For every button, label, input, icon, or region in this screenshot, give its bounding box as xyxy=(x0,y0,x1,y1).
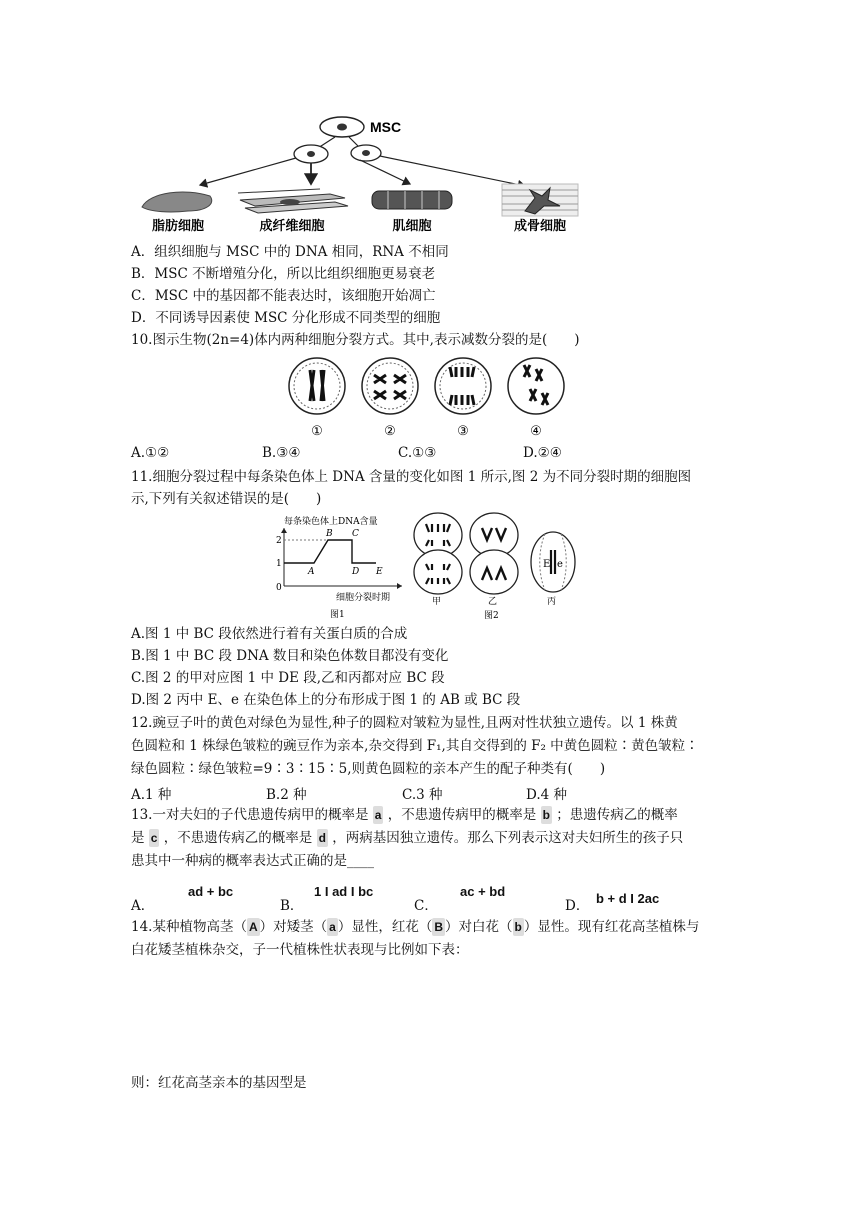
q10-option-c: C.①③ xyxy=(398,445,437,461)
q11-stem-line1: 11.细胞分裂过程中每条染色体上 DNA 含量的变化如图 1 所示,图 2 为不同分裂时期的细胞图 xyxy=(131,469,692,485)
q9-option-c: C．MSC 中的基因都不能表达时，该细胞开始凋亡 xyxy=(131,288,436,304)
q14-symbol-B: B xyxy=(434,920,444,934)
msc-label: MSC xyxy=(370,119,402,135)
q11-fig1-point-a: A xyxy=(308,567,315,577)
cell-label-fat: 脂肪细胞 xyxy=(151,219,205,232)
q14-symbol-a: a xyxy=(329,920,336,934)
daughter-cell-left xyxy=(294,145,328,163)
q13-option-b-formula: 1 I ad I bc xyxy=(314,884,374,899)
q9-option-d: D．不同诱导因素使 MSC 分化形成不同类型的细胞 xyxy=(131,310,441,326)
q14-line2: 白花矮茎植株杂交，子一代植株性状表现与比例如下表： xyxy=(131,942,469,958)
osteocyte-icon xyxy=(502,184,578,216)
q12-option-d: D.4 种 xyxy=(526,787,568,803)
q9-option-b: B．MSC 不断增殖分化，所以比组织细胞更易衰老 xyxy=(131,266,436,282)
q14-line1-text-b: ）对矮茎（ xyxy=(259,919,328,935)
daughter-cell-right xyxy=(351,145,381,161)
q13-option-d-label: D． xyxy=(565,898,590,914)
q12-option-a: A.1 种 xyxy=(131,787,172,803)
q10-cell-division-figure xyxy=(286,355,576,443)
q13-line2-text-a: 是 xyxy=(131,830,145,846)
q13-option-c-label: C． xyxy=(414,898,438,914)
q10-option-a: A.①② xyxy=(131,445,170,461)
q14-line1-text-e: ）显性。现有红花高茎植株与 xyxy=(523,919,700,935)
q13-option-a-label: A． xyxy=(131,898,155,914)
q13-line2 xyxy=(131,829,683,847)
q9-option-a: A．组织细胞与 MSC 中的 DNA 相同，RNA 不相同 xyxy=(131,244,449,260)
q13-symbol-b: b xyxy=(542,808,550,822)
q11-fig1-ytick-1: 1 xyxy=(276,559,282,569)
q12-line2: 色圆粒和 1 株绿色皱粒的豌豆作为亲本,杂交得到 F₁,其自交得到的 F₂ 中黄色圆粒∶黄色皱粒∶ xyxy=(131,738,699,754)
q11-fig2-cell-bing xyxy=(531,532,575,592)
q13-line1-text-b: ，不患遗传病甲的概率是 xyxy=(387,807,537,823)
q14-line1-text-c: ）显性，红花（ xyxy=(337,919,433,935)
q13-line2-text-c: ，两病基因独立遗传。那么下列表示这对夫妇所生的孩子只 xyxy=(332,830,684,846)
q12-option-b: B.2 种 xyxy=(266,787,307,803)
q11-option-a: A.图 1 中 BC 段依然进行着有关蛋白质的合成 xyxy=(131,626,408,642)
q13-option-a-formula: ad + bc xyxy=(188,884,234,899)
q14-symbol-b: b xyxy=(514,920,522,934)
q11-fig2-cell-jia xyxy=(414,513,462,594)
q13-line1-text-a: 13.一对夫妇的子代患遗传病甲的概率是 xyxy=(131,807,369,823)
q11-fig1-point-d: D xyxy=(352,567,360,577)
q11-figure-1-graph xyxy=(270,514,410,622)
q11-fig2-caption: 图2 xyxy=(484,611,499,621)
q11-fig2-label-bing: 丙 xyxy=(547,597,557,607)
q11-fig1-point-e: E xyxy=(376,567,383,577)
q13-line3: 患其中一种病的概率表达式正确的是____ xyxy=(131,853,374,869)
q11-figure-2-cells xyxy=(410,510,590,622)
q11-fig1-caption: 图1 xyxy=(330,610,345,620)
q13-line1-text-c: ；患遗传病乙的概率 xyxy=(556,807,678,823)
q10-cell-label-2: ② xyxy=(384,424,396,439)
q14-question: 则：红花高茎亲本的基因型是 xyxy=(131,1075,307,1091)
q11-fig1-dna-line xyxy=(284,540,376,563)
q13-option-d-formula: b + d I 2ac xyxy=(596,891,660,906)
q11-fig1-xlabel: 细胞分裂时期 xyxy=(336,593,391,603)
q14-line1-text-a: 14.某种植物高茎（ xyxy=(131,919,247,935)
q11-fig2-gene-e-lower: e xyxy=(557,559,563,570)
q11-fig2-label-yi: 乙 xyxy=(488,597,498,607)
q11-fig1-point-b: B xyxy=(326,529,333,539)
q11-stem-line2: 示,下列有关叙述错误的是( ) xyxy=(131,491,322,507)
q11-fig1-ylabel: 每条染色体上DNA含量 xyxy=(284,517,378,527)
q13-symbol-d: d xyxy=(318,831,326,845)
q13-symbol-c: c xyxy=(150,831,158,845)
q11-option-d: D.图 2 丙中 E、e 在染色体上的分布形成于图 1 的 AB 或 BC 段 xyxy=(131,692,521,708)
q11-fig2-gene-e-upper: E xyxy=(543,559,551,570)
q11-fig1-ytick-2: 2 xyxy=(276,536,282,546)
msc-differentiation-figure xyxy=(130,110,590,232)
msc-stem-cell xyxy=(320,117,364,137)
q11-fig2-label-jia: 甲 xyxy=(432,597,442,607)
q13-option-b-label: B． xyxy=(280,898,304,914)
q10-cell-4 xyxy=(508,358,564,414)
muscle-cell-icon xyxy=(372,191,452,209)
q13-line1 xyxy=(131,806,678,824)
q10-option-d: D.②④ xyxy=(523,445,562,461)
q13-option-c-formula: ac + bd xyxy=(460,884,506,899)
q10-cell-3 xyxy=(435,358,491,414)
q10-cell-2 xyxy=(362,358,418,414)
q14-symbol-A: A xyxy=(248,920,258,934)
q11-fig2-cell-yi xyxy=(470,513,518,594)
q11-fig1-ytick-0: 0 xyxy=(276,583,282,593)
fibroblast-icon xyxy=(238,189,348,213)
q10-cell-label-1: ① xyxy=(311,424,323,439)
q12-line1: 12.豌豆子叶的黄色对绿色为显性,种子的圆粒对皱粒为显性,且两对性状独立遗传。以 1 株黄 xyxy=(131,715,678,731)
cell-label-fibroblast: 成纤维细胞 xyxy=(259,219,325,232)
q11-option-b: B.图 1 中 BC 段 DNA 数目和染色体数目都没有变化 xyxy=(131,648,449,664)
q10-stem: 10.图示生物(2n=4)体内两种细胞分裂方式。其中,表示减数分裂的是( ) xyxy=(131,332,580,348)
q14-line1 xyxy=(131,918,699,936)
q12-line3: 绿色圆粒∶绿色皱粒=9∶3∶15∶5,则黄色圆粒的亲本产生的配子种类有( ) xyxy=(131,761,606,777)
q14-line1-text-d: ）对白花（ xyxy=(445,919,513,935)
q13-symbol-a: a xyxy=(374,808,382,822)
cell-label-bone: 成骨细胞 xyxy=(513,219,567,232)
q10-option-b: B.③④ xyxy=(262,445,301,461)
q10-cell-label-3: ③ xyxy=(457,424,469,439)
cell-label-muscle: 肌细胞 xyxy=(392,219,432,232)
fat-cell-icon xyxy=(142,192,212,212)
q10-cell-1 xyxy=(289,358,345,414)
q11-fig1-point-c: C xyxy=(352,529,359,539)
q11-option-c: C.图 2 的甲对应图 1 中 DE 段,乙和丙都对应 BC 段 xyxy=(131,670,445,686)
q12-option-c: C.3 种 xyxy=(402,787,443,803)
q10-cell-label-4: ④ xyxy=(530,424,542,439)
q13-line2-text-b: ，不患遗传病乙的概率是 xyxy=(163,830,313,846)
